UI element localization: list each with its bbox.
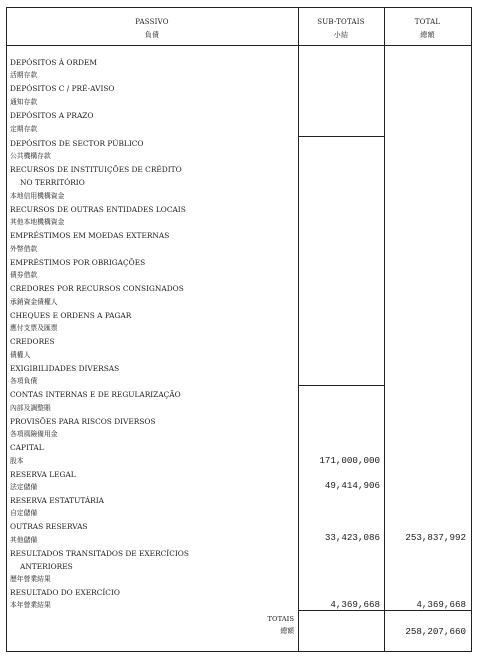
header-subtotals-pt: SUB-TOTAIS [317,18,365,26]
row-depositos-pre-aviso: DEPÓSITOS C / PRÉ-AVISO [10,84,115,93]
row-contas-internas-zh: 內部及調整賬 [10,404,51,412]
row-provisoes: PROVISÕES PARA RISCOS DIVERSOS [10,417,156,426]
header-total [384,17,471,40]
row-depositos-sector-publico-zh: 公共機構存款 [10,152,51,160]
row-recursos-instituicoes: RECURSOS DE INSTITUIÇÕES DE CRÉDITO [10,165,182,174]
header-total-pt: TOTAL [414,18,441,26]
header-total-zh: 總額 [420,31,435,39]
row-depositos-ordem: DEPÓSITOS À ORDEM [10,58,97,67]
amount-outras-reservas-total: 253,837,992 [405,532,466,543]
totais-label-zh: 總額 [280,627,294,635]
row-contas-internas: CONTAS INTERNAS E DE REGULARIZAÇÃO [10,390,181,399]
row-reserva-legal: RESERVA LEGAL [10,470,76,479]
row-depositos-prazo-zh: 定期存款 [10,125,38,133]
amount-capital-subtotal: 171,000,000 [319,455,380,466]
subtotal-rule-1 [298,136,385,137]
row-resultados-transitados-cont: ANTERIORES [20,562,73,571]
row-recursos-outras-entidades: RECURSOS DE OUTRAS ENTIDADES LOCAIS [10,205,186,214]
row-resultados-transitados-zh: 歷年營業結果 [10,575,51,583]
row-outras-reservas: OUTRAS RESERVAS [10,522,88,531]
table-bottom-border [6,651,472,652]
row-resultados-transitados: RESULTADOS TRANSITADOS DE EXERCÍCIOS [10,549,189,558]
column-divider-total [384,7,385,651]
row-exigibilidades-zh: 各項負債 [10,377,38,385]
amount-reserva-legal-subtotal: 49,414,906 [324,480,380,491]
amount-resultado-subtotal: 4,369,668 [330,599,380,610]
subtotal-rule-2 [298,385,385,386]
row-exigibilidades: EXIGIBILIDADES DIVERSAS [10,364,120,373]
table-left-border [6,7,7,651]
row-credores-consignados: CREDORES POR RECURSOS CONSIGNADOS [10,284,184,293]
row-credores-consignados-zh: 承銷資金債權人 [10,298,58,306]
header-passivo-pt: PASSIVO [135,18,169,26]
header-bottom-rule [6,45,472,46]
row-depositos-ordem-zh: 活期存款 [10,71,38,79]
row-cheques-ordens: CHEQUES E ORDENS A PAGAR [10,311,132,320]
amount-resultado-total: 4,369,668 [416,599,466,610]
row-depositos-prazo: DEPÓSITOS A PRAZO [10,111,94,120]
row-resultado-exercicio-zh: 本年營業結果 [10,601,51,609]
row-reserva-estatutaria-zh: 自定儲備 [10,509,38,517]
row-depositos-sector-publico: DEPÓSITOS DE SECTOR PÚBLICO [10,139,144,148]
row-cheques-ordens-zh: 應付支票及匯票 [10,324,58,332]
table-right-border [471,7,472,651]
header-passivo [6,17,298,40]
header-subtotals [298,17,384,40]
row-recursos-outras-entidades-zh: 其他本地機構資金 [10,218,65,226]
row-reserva-estatutaria: RESERVA ESTATUTÁRIA [10,496,104,505]
amount-grand-total: 258,207,660 [405,626,466,637]
column-divider-subtotals [298,7,299,651]
row-resultado-exercicio: RESULTADO DO EXERCÍCIO [10,588,120,597]
row-credores: CREDORES [10,337,55,346]
row-emprestimos-obrigacoes-zh: 債券借款 [10,271,38,279]
row-capital: CAPITAL [10,443,44,452]
row-provisoes-zh: 各項風險備用金 [10,430,58,438]
totais-label-pt: TOTAIS [267,615,294,623]
header-passivo-zh: 負債 [144,31,160,39]
row-outras-reservas-zh: 其他儲備 [10,536,38,544]
row-capital-zh: 股本 [10,457,24,465]
row-recursos-instituicoes-cont: NO TERRITÓRIO [20,178,85,187]
sum-rule-subtotals [298,610,385,611]
header-subtotals-zh: 小結 [333,31,349,39]
row-emprestimos-moedas: EMPRÉSTIMOS EM MOEDAS EXTERNAS [10,231,170,240]
sum-rule-total [384,610,472,611]
table-top-border [6,7,472,8]
amount-outras-reservas-subtotal: 33,423,086 [324,532,380,543]
row-depositos-pre-aviso-zh: 通知存款 [10,98,38,106]
row-credores-zh: 債權人 [10,351,31,359]
row-emprestimos-moedas-zh: 外幣借款 [10,245,38,253]
row-reserva-legal-zh: 法定儲備 [10,483,38,491]
row-recursos-instituicoes-zh: 本地信用機構資金 [10,192,65,200]
row-emprestimos-obrigacoes: EMPRÉSTIMOS POR OBRIGAÇÕES [10,258,146,267]
